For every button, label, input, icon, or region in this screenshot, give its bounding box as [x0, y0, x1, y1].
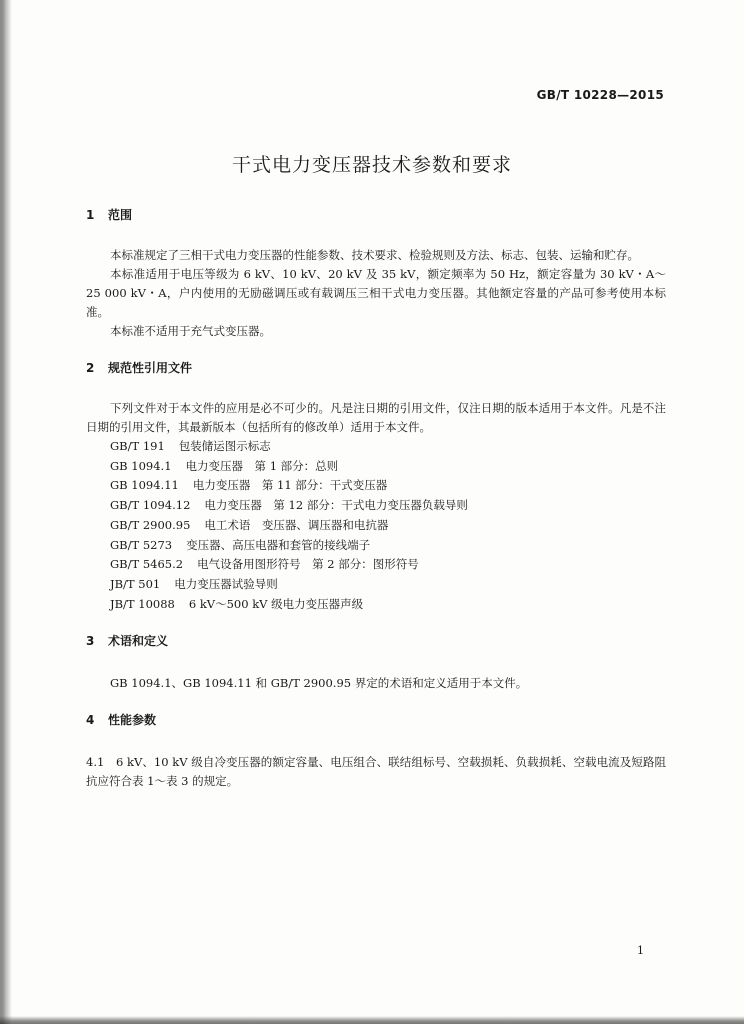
reference-title: 电力变压器 第 12 部分：干式电力变压器负载导则 — [204, 498, 468, 513]
section-title: 范围 — [108, 208, 133, 222]
section-2-heading — [86, 359, 666, 377]
reference-title: 电气设备用图形符号 第 2 部分：图形符号 — [197, 557, 419, 572]
normative-reference-list — [86, 437, 666, 614]
reference-title: 变压器、高压电器和套管的接线端子 — [186, 537, 371, 552]
reference-item — [86, 476, 666, 496]
section-4-heading — [86, 711, 666, 729]
section-title: 术语和定义 — [108, 634, 169, 649]
paragraph: 本标准适用于电压等级为 6 kV、10 kV、20 kV 及 35 kV，额定频率为 50 Hz，额定容量为 30 kV・A～25 000 kV・A，户内使用的无励磁调压或有载调压三相干式电力变压器。其他额定容量的产品可参考使用本标准。 — [86, 267, 666, 319]
document-body — [86, 206, 666, 791]
reference-item — [86, 595, 666, 615]
paragraph: 下列文件对于本文件的应用是必不可少的。凡是注日期的引用文件，仅注日期的版本适用于本文件。凡是不注日期的引用文件，其最新版本（包括所有的修改单）适用于本文件。 — [86, 401, 666, 434]
reference-title: 电力变压器 第 11 部分：干式变压器 — [192, 478, 388, 493]
reference-title: 6 kV～500 kV 级电力变压器声级 — [188, 596, 364, 611]
section-number: 4 — [86, 713, 95, 728]
section-number: 2 — [86, 361, 95, 375]
section-1-heading — [86, 206, 666, 224]
paragraph: 本标准不适用于充气式变压器。 — [110, 324, 271, 338]
reference-code: GB 1094.11 — [110, 478, 179, 493]
reference-title: 电力变压器 第 1 部分：总则 — [185, 458, 339, 473]
section-title: 规范性引用文件 — [108, 361, 193, 375]
reference-item — [86, 496, 666, 516]
reference-code: JB/T 501 — [110, 576, 161, 591]
section-number: 3 — [86, 634, 95, 649]
reference-item — [86, 575, 666, 595]
reference-title: 电力变压器试验导则 — [174, 576, 278, 591]
reference-code: JB/T 10088 — [110, 596, 175, 611]
reference-item — [86, 516, 666, 536]
page-number: 1 — [637, 944, 644, 957]
reference-item — [86, 457, 666, 477]
reference-code: GB/T 1094.12 — [110, 498, 191, 513]
reference-code: GB/T 5273 — [110, 537, 173, 552]
reference-code: GB/T 191 — [110, 439, 165, 453]
paragraph: GB 1094.1、GB 1094.11 和 GB/T 2900.95 界定的术语和定义适用于本文件。 — [110, 676, 528, 691]
document-title: 干式电力变压器技术参数和要求 — [231, 154, 512, 176]
reference-item — [86, 437, 666, 457]
standard-code: GB/T 10228—2015 — [536, 88, 664, 102]
reference-title: 包装储运图示标志 — [178, 439, 271, 453]
reference-code: GB/T 2900.95 — [110, 517, 191, 532]
reference-item — [86, 555, 666, 575]
paragraph: 本标准规定了三相干式电力变压器的性能参数、技术要求、检验规则及方法、标志、包装、运输和贮存。 — [110, 248, 639, 262]
clause-4-1: 4.1 6 kV、10 kV 级自冷变压器的额定容量、电压组合、联结组标号、空载损耗、负载损耗、空载电流及短路阻抗应符合表 1～表 3 的规定。 — [86, 755, 666, 789]
reference-code: GB/T 5465.2 — [110, 557, 184, 572]
section-number: 1 — [86, 208, 95, 222]
reference-item — [86, 536, 666, 556]
reference-title: 电工术语 变压器、调压器和电抗器 — [204, 517, 389, 532]
scan-bottom-edge — [0, 1016, 744, 1024]
section-3-heading — [86, 632, 666, 650]
reference-code: GB 1094.1 — [110, 458, 172, 473]
section-title: 性能参数 — [108, 713, 157, 728]
